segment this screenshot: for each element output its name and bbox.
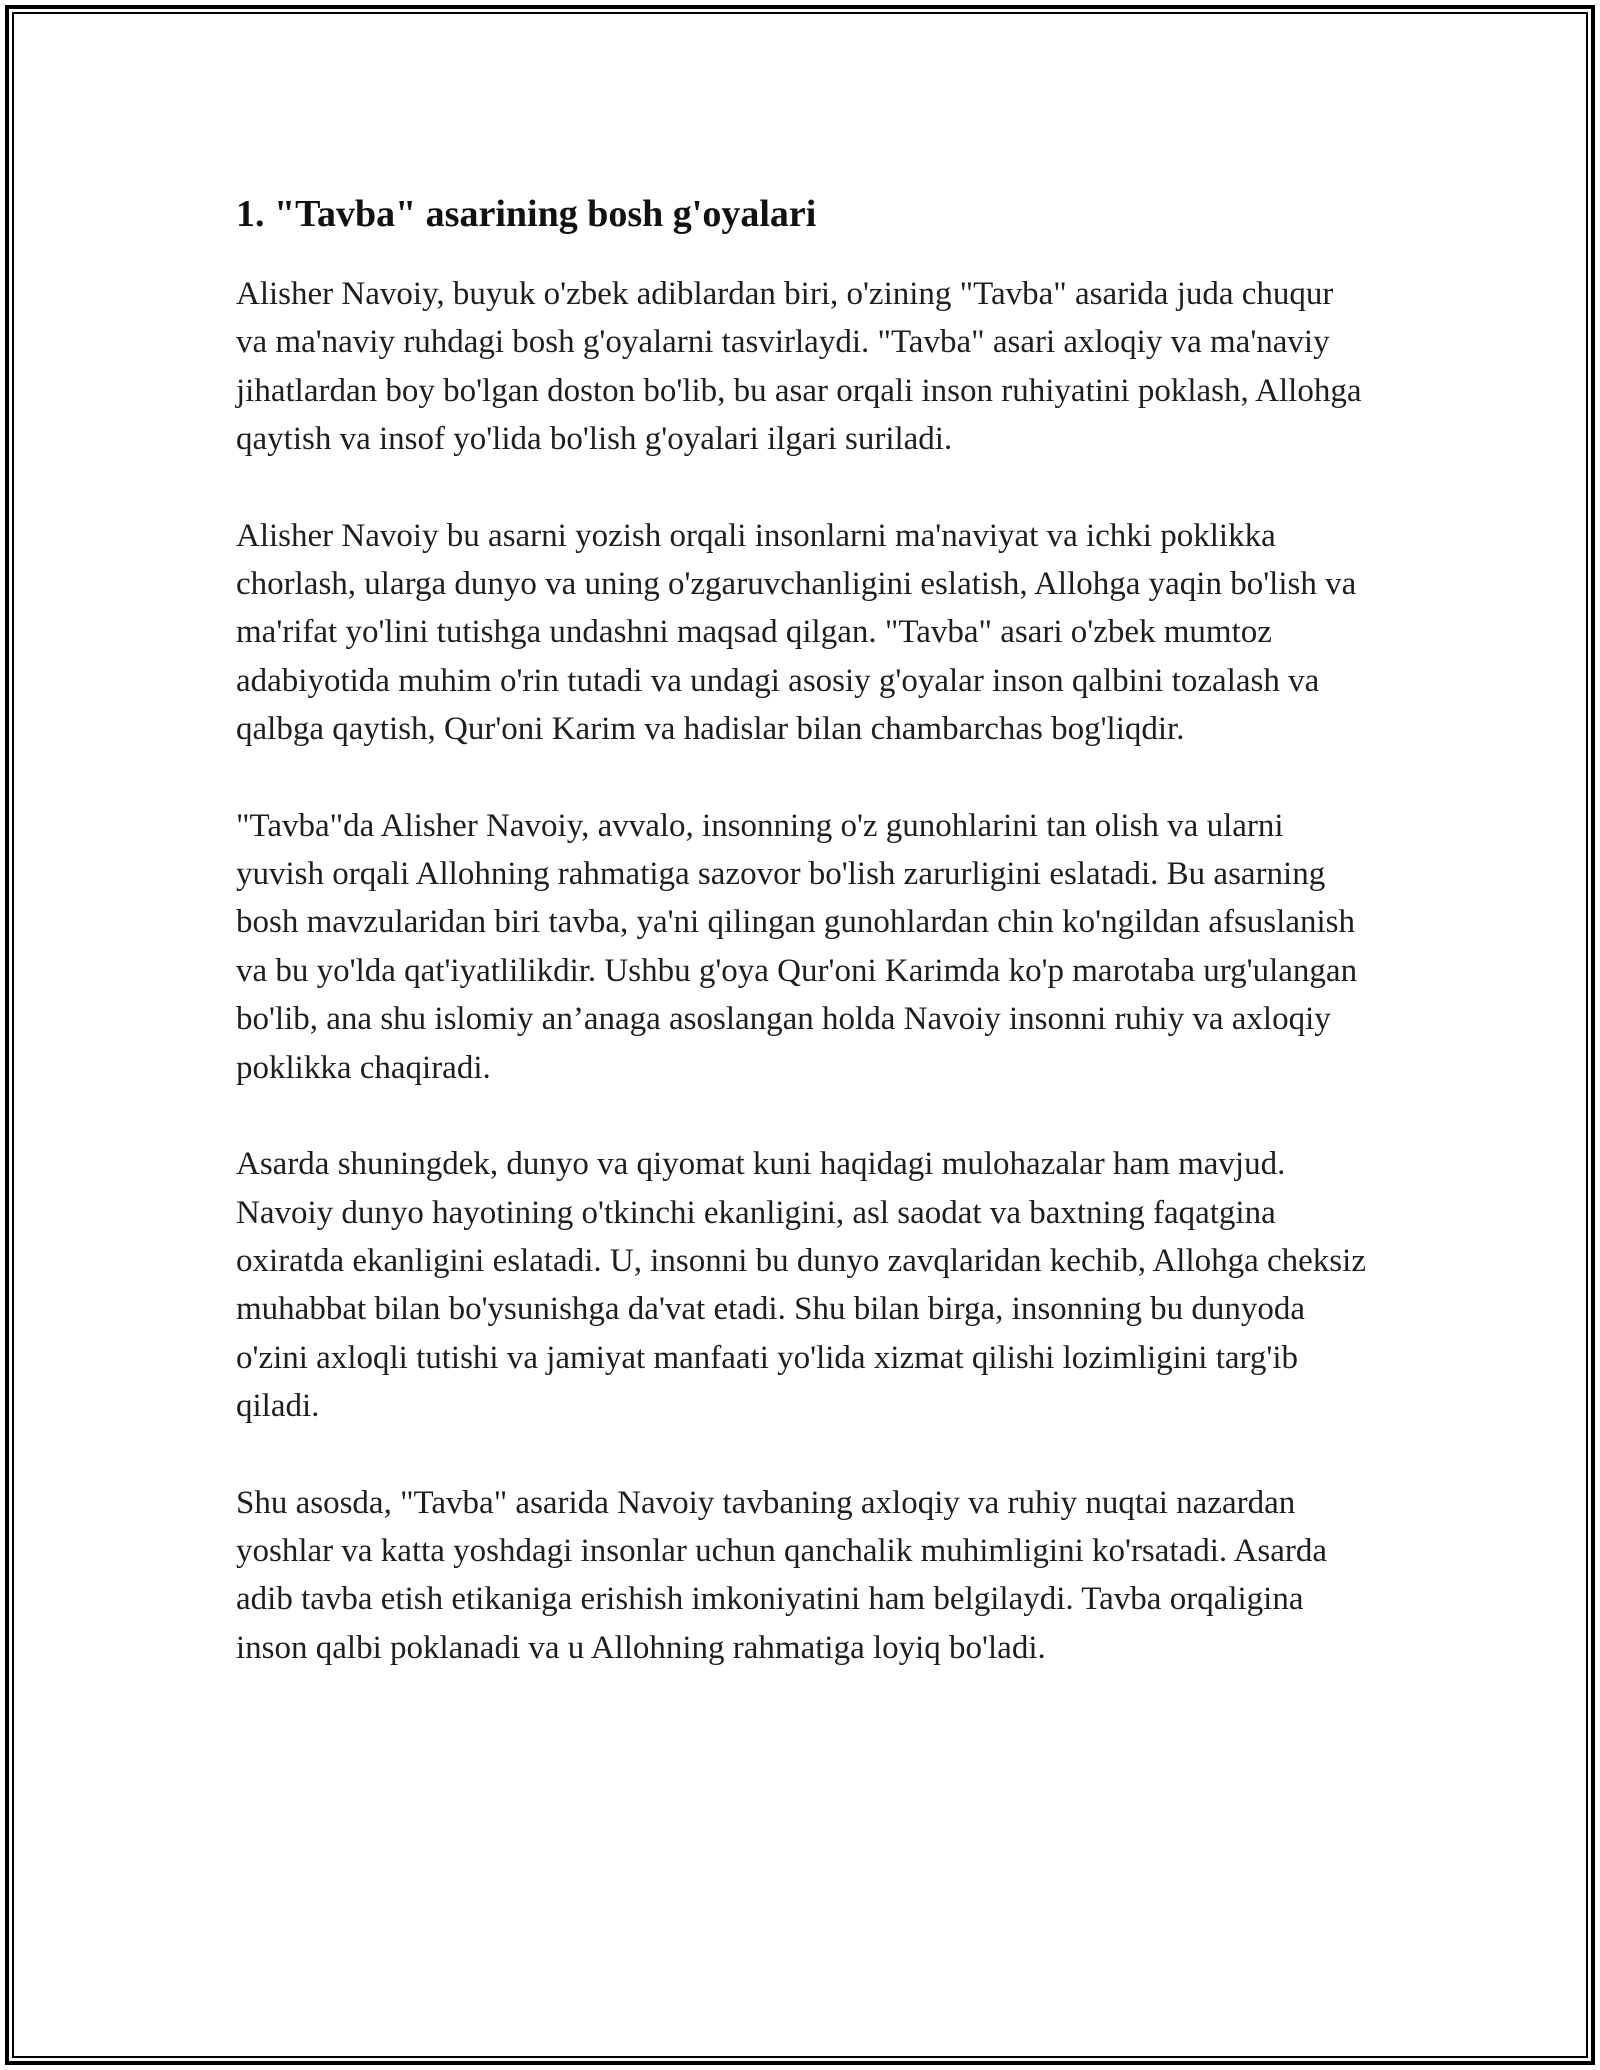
- paragraph-4: Asarda shuningdek, dunyo va qiyomat kuni haqidagi mulohazalar ham mavjud. Navoiy dunyo hayotining o'tkinchi ekanligini, asl saodat va baxtning faqatgina oxiratda ekanligini eslatadi. U, insonni bu dunyo zavqlaridan kechib, Allohga cheksiz muhabbat bilan bo'ysunishga da'vat etadi. Shu bilan birga, insonning bu dunyoda o'zini axloqli tutishi va jamiyat manfaati yo'lida xizmat qilishi lozimligini targ'ib qiladi.: [236, 1146, 1366, 1425]
- section-heading: 1. "Tavba" asarining bosh g'oyalari: [236, 193, 817, 235]
- paragraph-2: Alisher Navoiy bu asarni yozish orqali insonlarni ma'naviyat va ichki poklikka chorlash, ularga dunyo va uning o'zgaruvchanligini eslatish, Allohga yaqin bo'lish va ma'rifat yo'lini tutishga undashni maqsad qilgan. "Tavba" asari o'zbek mumtoz adabiyotida muhim o'rin tutadi va undagi asosiy g'oyalar inson qalbini tozalash va qalbga qaytish, Qur'oni Karim va hadislar bilan chambarchas bog'liqdir.: [236, 517, 1357, 748]
- paragraph-1: Alisher Navoiy, buyuk o'zbek adiblardan biri, o'zining "Tavba" asarida juda chuqur va ma'naviy ruhdagi bosh g'oyalarni tasvirlaydi. "Tavba" asari axloqiy va ma'naviy jihatlardan boy bo'lgan doston bo'lib, bu asar orqali inson ruhiyatini poklash, Allohga qaytish va insof yo'lida bo'lish g'oyalari ilgari suriladi.: [236, 276, 1362, 458]
- paragraph-3: "Tavba"da Alisher Navoiy, avvalo, insonning o'z gunohlarini tan olish va ularni yuvish orqali Allohning rahmatiga sazovor bo'lish zarurligini eslatadi. Bu asarning bosh mavzularidan biri tavba, ya'ni qilingan gunohlardan chin ko'ngildan afsuslanish va bu yo'lda qat'iyatlilikdir. Ushbu g'oya Qur'oni Karimda ko'p marotaba urg'ulangan bo'lib, ana shu islomiy an’anaga asoslangan holda Navoiy insonni ruhiy va axloqiy poklikka chaqiradi.: [236, 807, 1358, 1086]
- paragraph-5: Shu asosda, "Tavba" asarida Navoiy tavbaning axloqiy va ruhiy nuqtai nazardan yoshlar va katta yoshdagi insonlar uchun qanchalik muhimligini ko'rsatadi. Asarda adib tavba etish etikaniga erishish imkoniyatini ham belgilaydi. Tavba orqaligina inson qalbi poklanadi va u Allohning rahmatiga loyiq bo'ladi.: [236, 1484, 1328, 1666]
- document-body: [236, 186, 1366, 1720]
